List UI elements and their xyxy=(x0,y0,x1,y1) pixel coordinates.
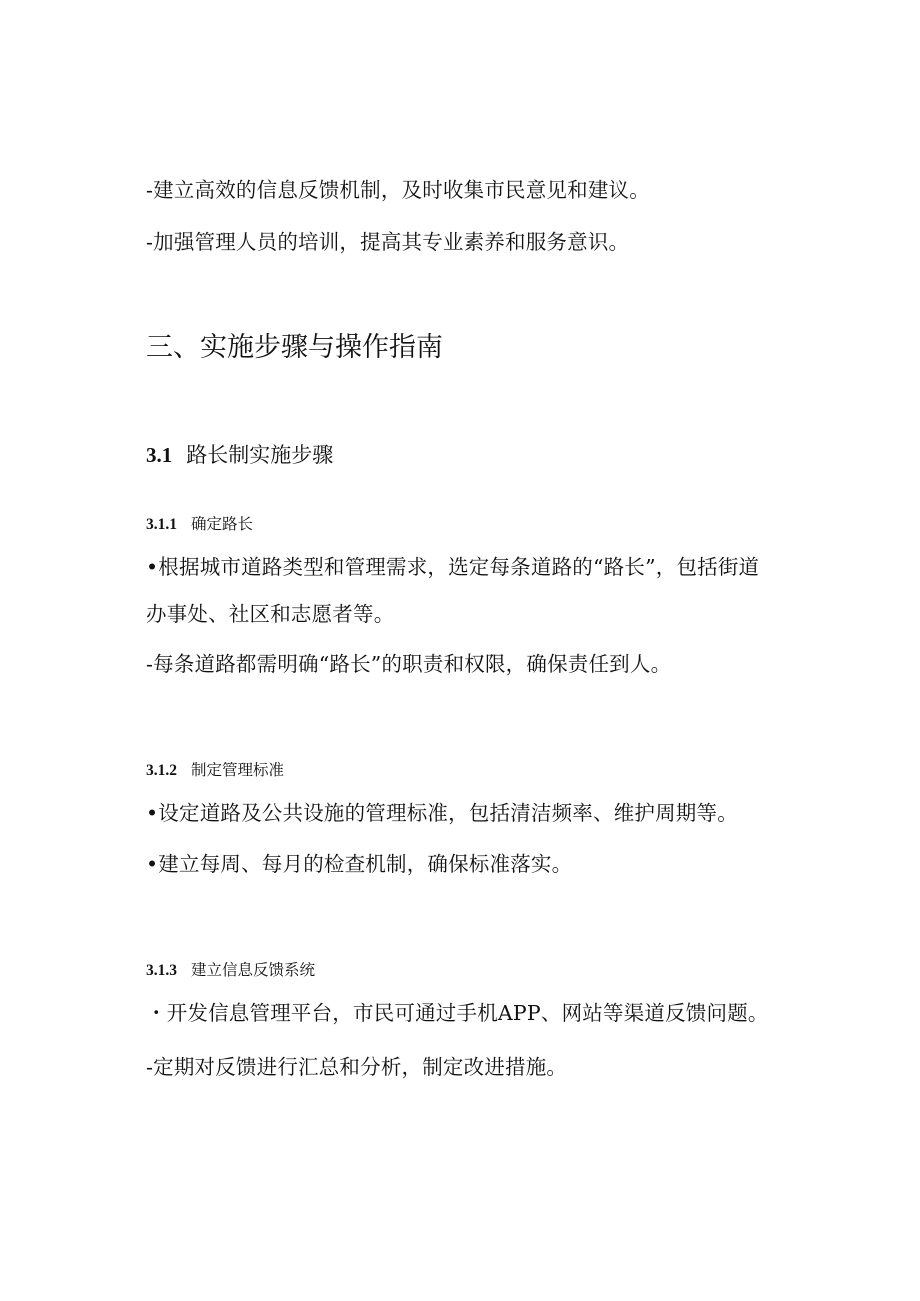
item-3-1-1-line-3: -每条道路都需明确“路长”的职责和权限，确保责任到人。 xyxy=(146,652,672,676)
item-3-1-2-line-1: •设定道路及公共设施的管理标准，包括清洁频率、维护周期等。 xyxy=(146,801,738,825)
item-3-1-1-line-2: 办事处、社区和志愿者等。 xyxy=(146,602,395,626)
section-title: 三、实施步骤与操作指南 xyxy=(146,332,443,363)
item-number: 3.1.2 xyxy=(146,762,177,779)
item-3-1-3-line-2: -定期对反馈进行汇总和分析，制定改进措施。 xyxy=(146,1055,568,1079)
item-3-1-1-line-1: •根据城市道路类型和管理需求，选定每条道路的“路长”，包括街道 xyxy=(146,555,760,579)
intro-line-2: -加强管理人员的培训，提高其专业素养和服务意识。 xyxy=(146,230,630,254)
item-title: 制定管理标准 xyxy=(191,761,285,779)
item-number: 3.1.1 xyxy=(146,516,177,533)
intro-line-1: -建立高效的信息反馈机制，及时收集市民意见和建议。 xyxy=(146,178,650,202)
item-heading-3-1-1 xyxy=(146,513,253,536)
item-3-1-2-line-2: •建立每周、每月的检查机制，确保标准落实。 xyxy=(146,852,573,876)
item-heading-3-1-3 xyxy=(146,959,315,982)
subsection-title: 路长制实施步骤 xyxy=(186,443,334,467)
item-heading-3-1-2 xyxy=(146,759,284,782)
item-number: 3.1.3 xyxy=(146,962,177,979)
subsection-heading xyxy=(146,441,333,469)
item-3-1-3-line-1: ・开发信息管理平台，市民可通过手机APP、网站等渠道反馈问题。 xyxy=(146,1001,769,1025)
item-title: 建立信息反馈系统 xyxy=(191,961,316,979)
subsection-number: 3.1 xyxy=(146,443,173,467)
item-title: 确定路长 xyxy=(191,515,254,533)
